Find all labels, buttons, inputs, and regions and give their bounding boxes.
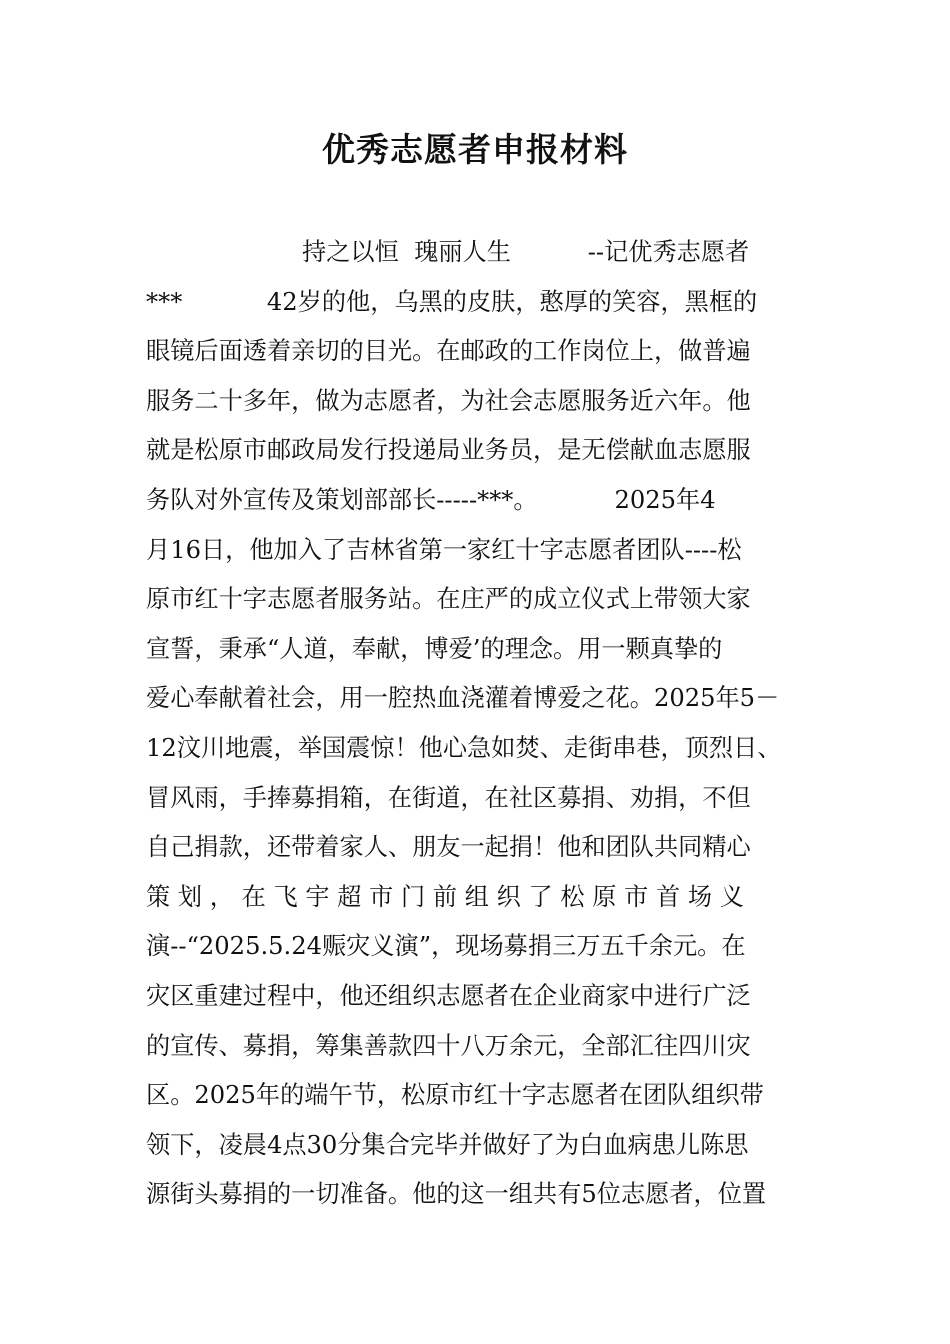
body-line: 源街头募捐的一切准备。他的这一组共有5位志愿者，位置 (146, 1180, 767, 1209)
body-line: 眼镜后面透着亲切的目光。在邮政的工作岗位上，做普遍 (146, 337, 751, 366)
body-line: 策 划 ， 在 飞 宇 超 市 门 前 组 织 了 松 原 市 首 场 义 (146, 882, 744, 911)
document-body (146, 228, 806, 1220)
body-line: *** 42岁的他，乌黑的皮肤，憨厚的笑容，黑框的 (146, 287, 758, 316)
body-line: 宣誓，秉承“人道，奉献，博爱’的理念。用一颗真挚的 (146, 634, 723, 663)
body-line: 就是松原市邮政局发行投递局业务员，是无偿献血志愿服 (146, 436, 751, 465)
body-line: 月16日，他加入了吉林省第一家红十字志愿者团队----松 (146, 535, 742, 564)
body-line: 冒风雨，手捧募捐箱，在街道，在社区募捐、劝捐，不但 (146, 783, 751, 812)
body-line: 12汶川地震，举国震惊！他心急如焚、走街串巷，顶烈日、 (146, 733, 782, 762)
body-line: 服务二十多年，做为志愿者，为社会志愿服务近六年。他 (146, 386, 751, 415)
body-line: 演--“2025.5.24赈灾义演”，现场募捐三万五千余元。在 (146, 932, 746, 961)
subtitle-line: 持之以恒 瑰丽人生 --记优秀志愿者 (302, 238, 750, 266)
body-line: 务队对外宣传及策划部部长-----***。 2025年4 (146, 485, 716, 514)
body-line: 的宣传、募捐，筹集善款四十八万余元，全部汇往四川灾 (146, 1031, 751, 1060)
body-line: 区。2025年的端午节，松原市红十字志愿者在团队组织带 (146, 1081, 764, 1110)
body-line: 领下，凌晨4点30分集合完毕并做好了为白血病患儿陈思 (146, 1130, 749, 1159)
body-line: 原市红十字志愿者服务站。在庄严的成立仪式上带领大家 (146, 585, 751, 614)
body-line: 自己捐款，还带着家人、朋友一起捐！他和团队共同精心 (146, 833, 751, 862)
document-title: 优秀志愿者申报材料 (322, 130, 628, 169)
body-line: 灾区重建过程中，他还组织志愿者在企业商家中进行广泛 (146, 981, 751, 1010)
body-line: 爱心奉献着社会，用一腔热血浇灌着博爱之花。2025年5－ (146, 684, 780, 713)
